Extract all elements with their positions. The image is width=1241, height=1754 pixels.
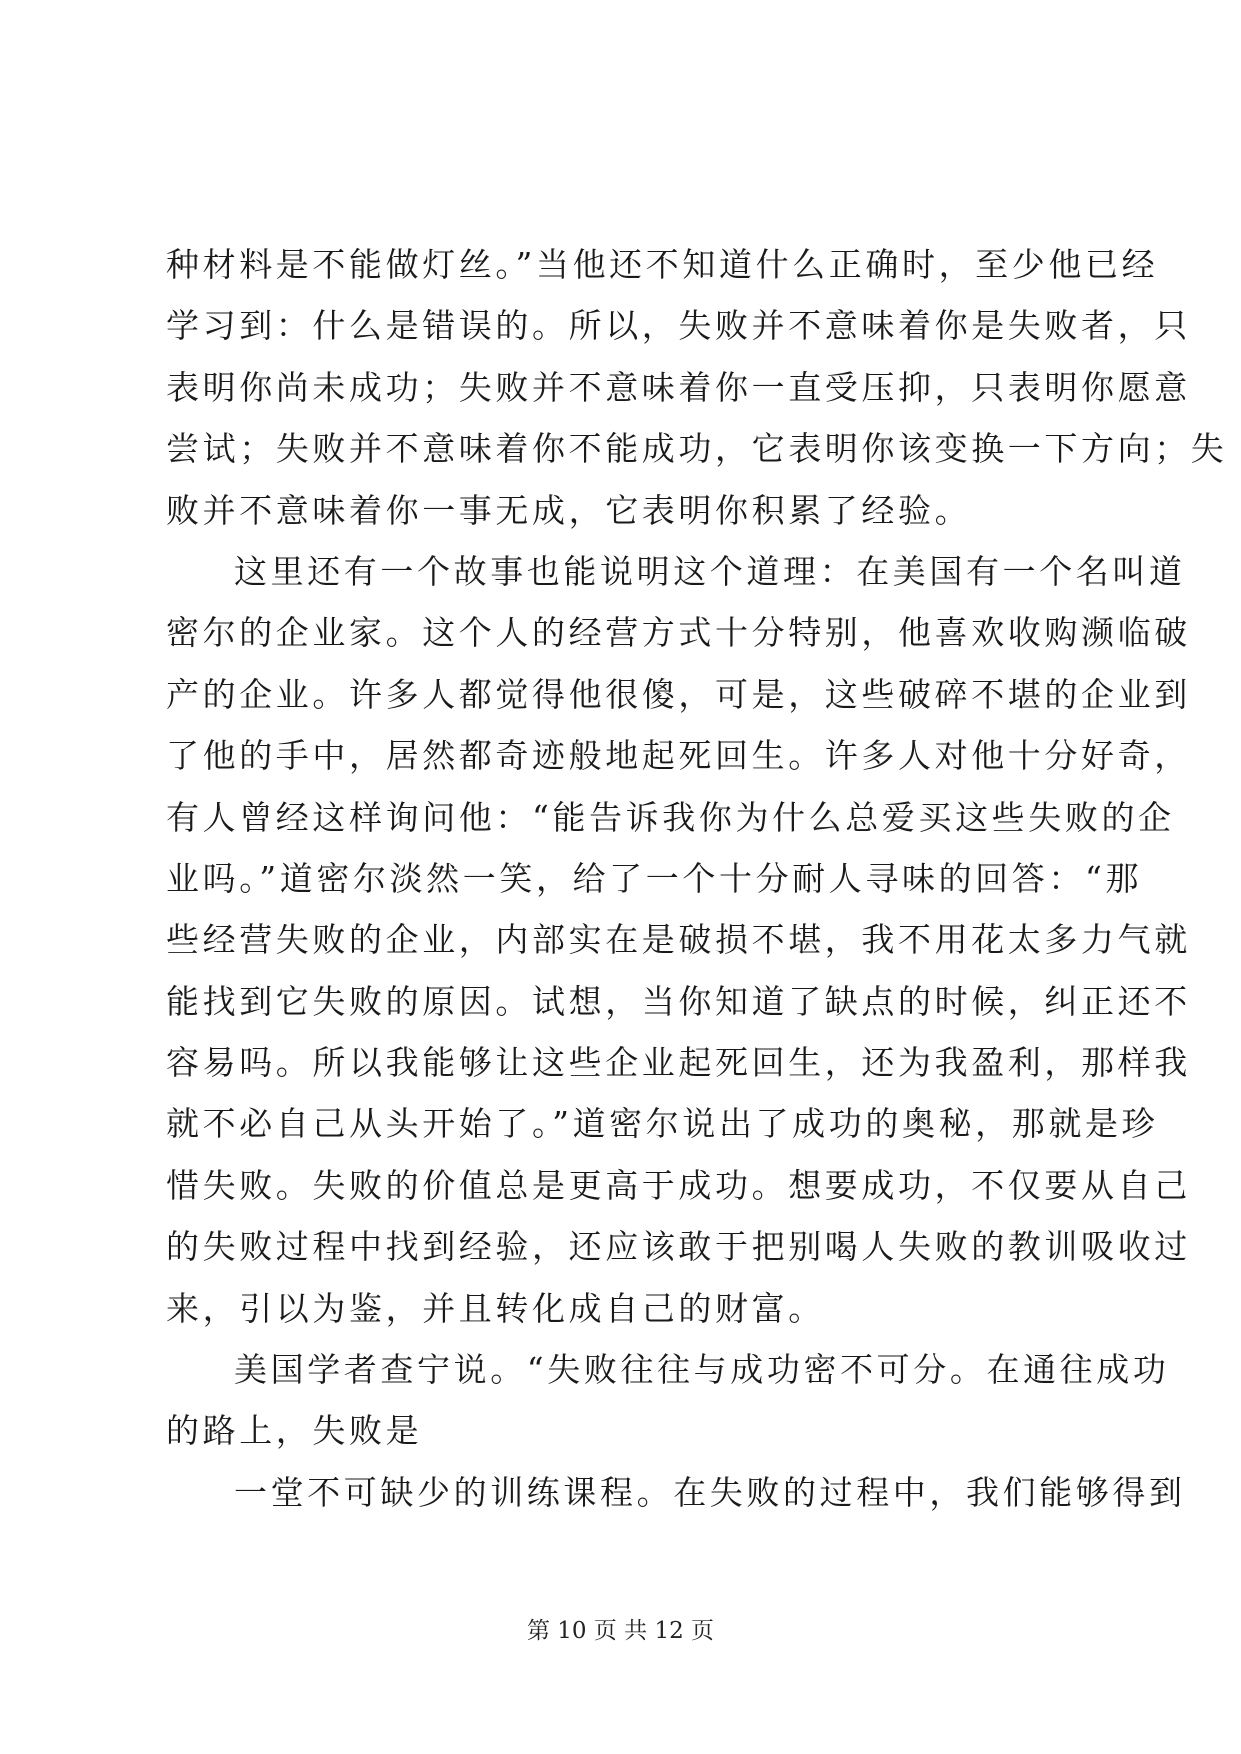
text-line: 尝试；失败并不意味着你不能成功，它表明你该变换一下方向；失 [166, 429, 1228, 469]
text-line: 败并不意味着你一事无成，它表明你积累了经验。 [166, 490, 972, 530]
text-line: 容易吗。所以我能够让这些企业起死回生，还为我盈利，那样我 [166, 1043, 1191, 1083]
text-line: 了他的手中，居然都奇迹般地起死回生。许多人对他十分好奇， [166, 736, 1191, 776]
text-line: 学习到：什么是错误的。所以，失败并不意味着你是失败者，只 [166, 306, 1191, 346]
text-line: 来，引以为鉴，并且转化成自己的财富。 [166, 1288, 825, 1328]
text-line: 密尔的企业家。这个人的经营方式十分特别，他喜欢收购濒临破 [166, 613, 1191, 653]
text-line: 些经营失败的企业，内部实在是破损不堪，我不用花太多力气就 [166, 920, 1191, 960]
paragraph-first-line: 美国学者查宁说。“失败往往与成功密不可分。在通往成功 [234, 1350, 1170, 1390]
document-body [166, 234, 1228, 1523]
text-line: 就不必自己从头开始了。”道密尔说出了成功的奥秘，那就是珍 [166, 1104, 1159, 1144]
text-line: 种材料是不能做灯丝。”当他还不知道什么正确时，至少他已经 [166, 245, 1159, 284]
text-line: 表明你尚未成功；失败并不意味着你一直受压抑，只表明你愿意 [166, 367, 1191, 407]
paragraph-first-line: 这里还有一个故事也能说明这个道理：在美国有一个名叫道 [234, 551, 1186, 591]
text-line: 产的企业。许多人都觉得他很傻，可是，这些破碎不堪的企业到 [166, 674, 1191, 714]
text-line: 的路上，失败是 [166, 1411, 423, 1451]
paragraph-first-line: 一堂不可缺少的训练课程。在失败的过程中，我们能够得到 [234, 1472, 1186, 1512]
page-number-footer: 第 10 页 共 12 页 [526, 1618, 715, 1644]
text-line: 的失败过程中找到经验，还应该敢于把别喝人失败的教训吸收过 [166, 1227, 1191, 1267]
text-line: 惜失败。失败的价值总是更高于成功。想要成功，不仅要从自己 [166, 1165, 1191, 1205]
text-line: 业吗。”道密尔淡然一笑，给了一个十分耐人寻味的回答：“那 [166, 858, 1143, 898]
text-line: 能找到它失败的原因。试想，当你知道了缺点的时候，纠正还不 [166, 981, 1191, 1021]
text-line: 有人曾经这样询问他：“能告诉我你为什么总爱买这些失败的企 [166, 797, 1175, 837]
